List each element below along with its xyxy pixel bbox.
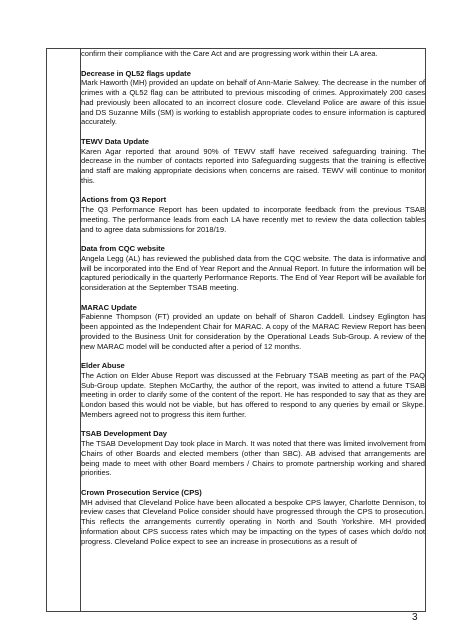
minutes-table	[46, 48, 426, 612]
section-heading: Crown Prosecution Service (CPS)	[81, 487, 202, 497]
section-body: Mark Haworth (MH) provided an update on behalf of Ann-Marie Salwey. The decrease in the number of crimes with a QL52 flag can be attributed to previous miscoding of crimes. Approximately 200 cases had previously been allocated to an incorrect closure code. Cleveland Police are aware of this issue and DS Suzanne Mills (SM) is working to establish appropriate codes to ensure information is captured accurately.	[81, 78, 425, 127]
section-heading: TSAB Development Day	[81, 429, 167, 439]
section-body: The Action on Elder Abuse Report was discussed at the February TSAB meeting as part of the PAQ Sub-Group update. Stephen McCarthy, the author of the report, was invited to attend a future TSAB meeting in order to clarify some of the content of the report. He has responded to say that as they are London based this would not be viable, but has offered to respond to any queries by email or Skype. Members agreed not to progress this item further.	[81, 370, 425, 419]
section-cqc-data	[81, 244, 425, 293]
intro-paragraph: confirm their compliance with the Care Act and are progressing work within their LA area.	[81, 49, 378, 58]
section-ql52	[81, 69, 425, 128]
section-body: The Q3 Performance Report has been updated to incorporate feedback from the previous TSAB meeting. The performance leads from each LA have recently met to review the data collection tables and to agree data submissions for 2018/19.	[81, 205, 425, 234]
section-marac	[81, 303, 425, 352]
section-tewv	[81, 137, 425, 186]
table-row	[47, 49, 426, 612]
section-body: Karen Agar reported that around 90% of TEWV staff have received safeguarding training. The decrease in the number of contacts reported into Safeguarding suggests that the training is effective and staff are making appropriate decisions when concerns are raised. TEWV will continue to monitor this.	[81, 146, 425, 185]
section-development-day	[81, 429, 425, 478]
section-heading: Elder Abuse	[81, 361, 125, 370]
minutes-content	[81, 49, 425, 611]
section-elder-abuse	[81, 361, 425, 420]
section-body: MH advised that Cleveland Police have been allocated a bespoke CPS lawyer, Charlotte Dennison, to review cases that Cleveland Police consider should have progressed through the CPS to prosecution. This reflects the arrangements currently operating in North and South Yorkshire. MH provided information about CPS success rates which may be impacting on the types of cases which do/do not progress. Cleveland Police expect to see an increase in prosecutions as a result of	[81, 497, 425, 546]
item-content-cell	[81, 49, 426, 612]
section-cps	[81, 488, 425, 547]
section-body: Angela Legg (AL) has reviewed the published data from the CQC website. The data is informative and will be incorporated into the End of Year Report and the Annual Report. In future the information will be captured periodically in the quarterly Performance Reports. The End of Year Report will be available for consideration at the September TSAB meeting.	[81, 253, 425, 292]
section-heading: Data from CQC website	[81, 244, 165, 253]
section-q3-report	[81, 195, 425, 234]
page-number: 3	[412, 612, 418, 623]
section-heading: TEWV Data Update	[81, 136, 149, 146]
section-heading: Actions from Q3 Report	[81, 195, 167, 205]
section-body: Fabienne Thompson (FT) provided an update on behalf of Sharon Caddell. Lindsey Eglington has been appointed as the Independent Chair for MARAC. A copy of the MARAC Review Report has been provided to the Business Unit for consideration by the Operational Leads Sub-Group. A review of the new MARAC model will be conducted after a period of 12 months.	[81, 312, 425, 351]
item-number-cell	[47, 49, 81, 612]
section-body: The TSAB Development Day took place in March. It was noted that there was limited involvement from Chairs of other Boards and elected members (other than SBC). AB advised that arrangements are being made to meet with other Board members / Chairs to promote partnership working and shared priorities.	[81, 439, 425, 478]
section-heading: Decrease in QL52 flags update	[81, 68, 191, 78]
section-heading: MARAC Update	[81, 302, 137, 312]
